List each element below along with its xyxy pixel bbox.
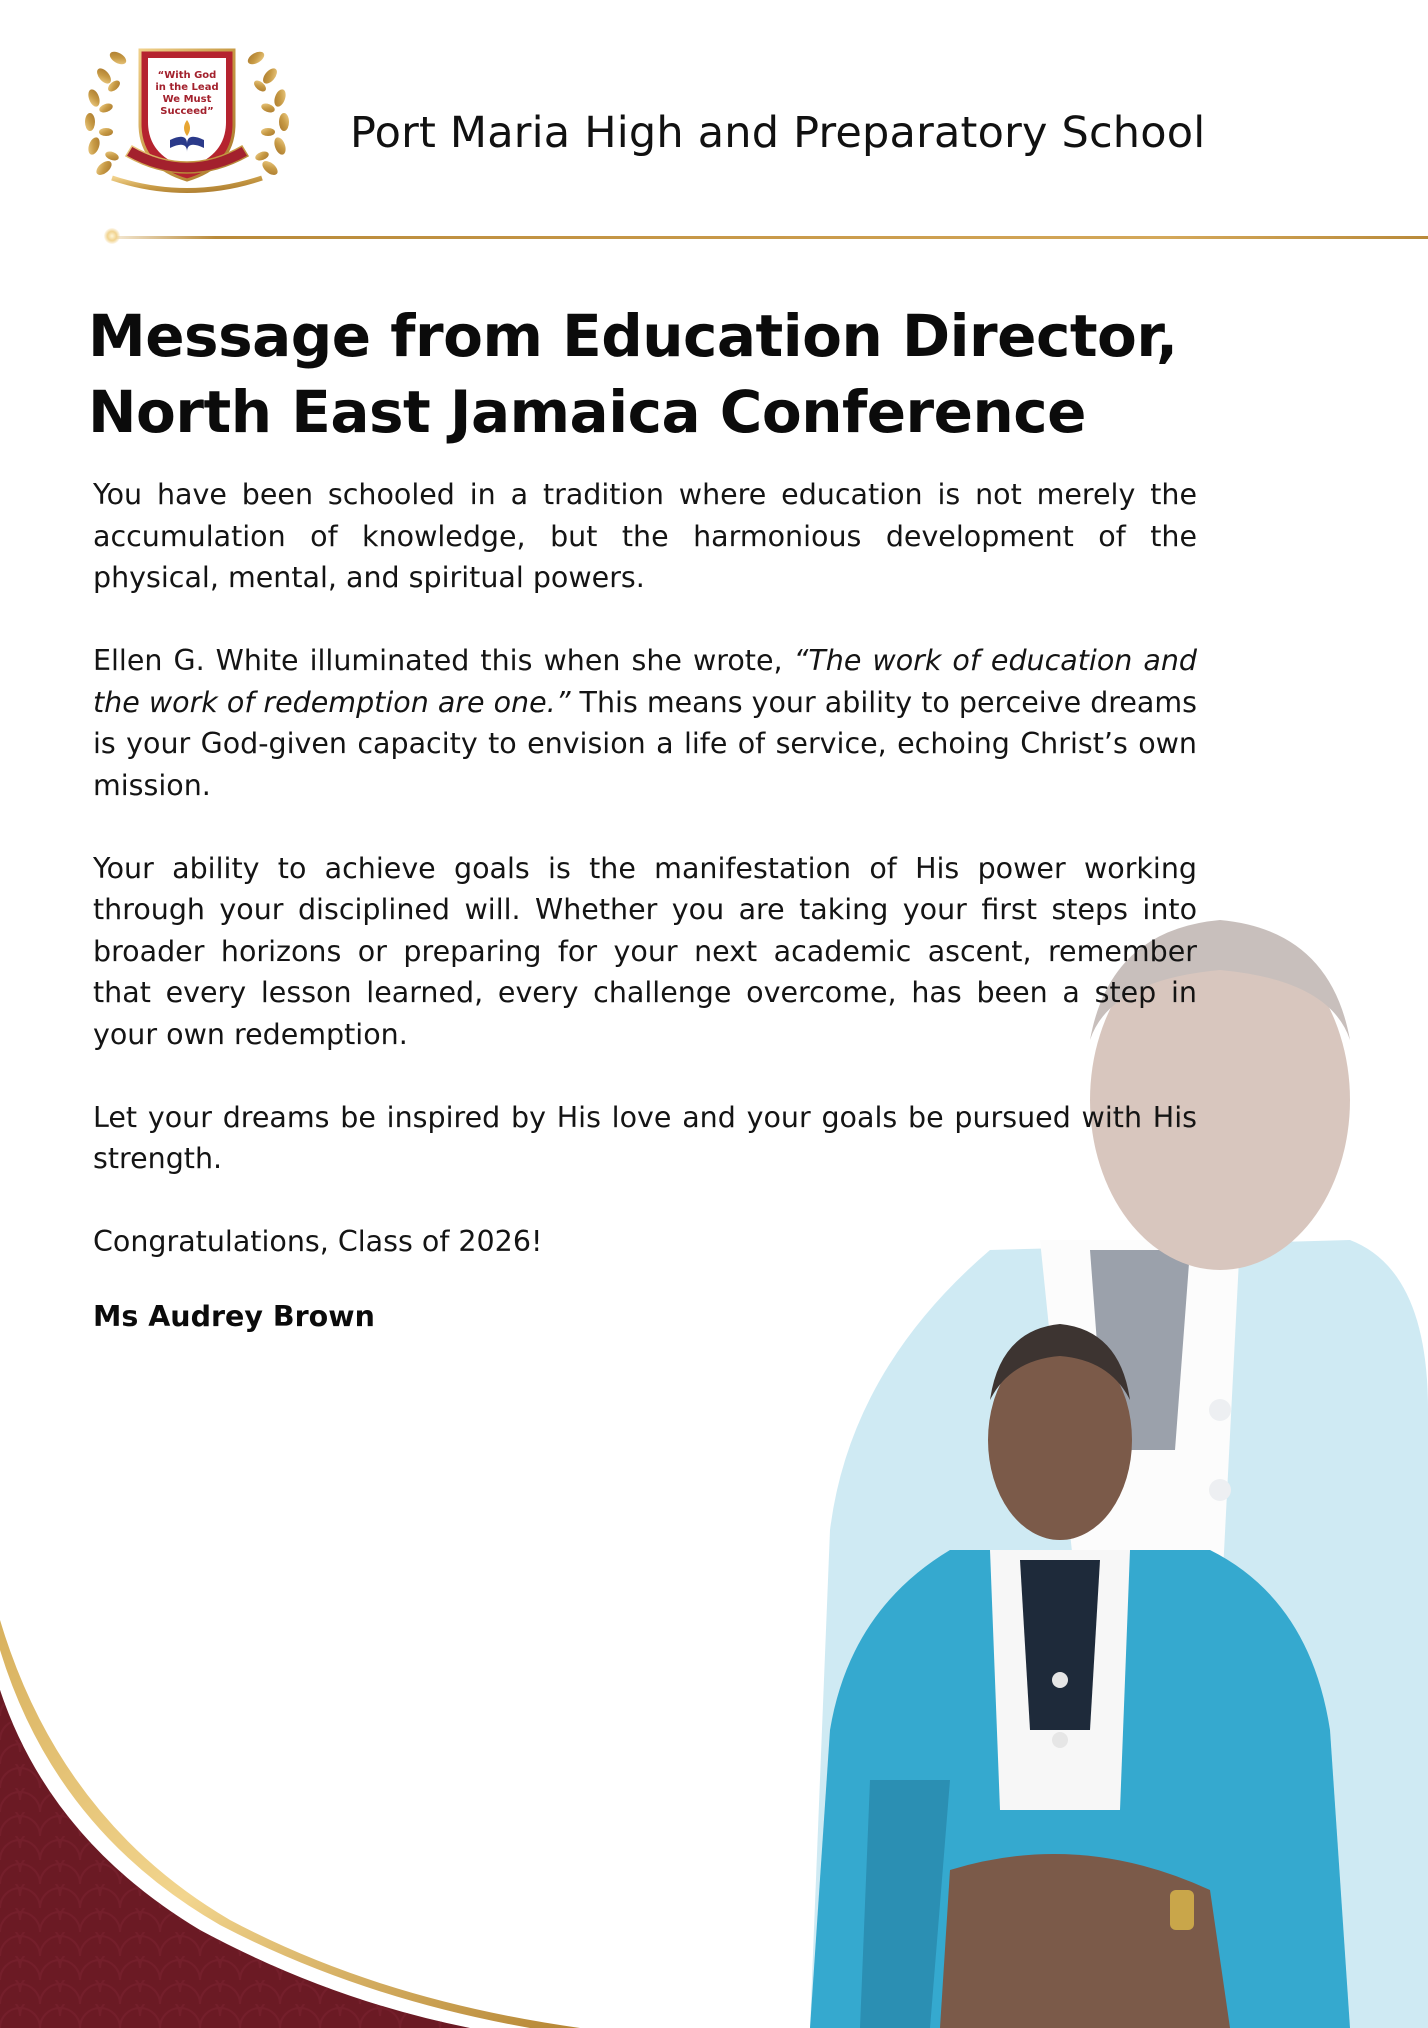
gold-sparkle bbox=[104, 228, 120, 244]
portrait-photo bbox=[790, 1310, 1410, 2028]
paragraph-2-rest: This means your ability to perceive dreams is your God-given capacity to envision a life of service, echoing Christ’s own mission. bbox=[93, 685, 1197, 802]
message-title bbox=[88, 298, 1178, 450]
message-body bbox=[93, 474, 1197, 1304]
school-crest-icon bbox=[82, 28, 292, 200]
gold-divider bbox=[110, 236, 1428, 239]
paragraph-2-intro: Ellen G. White illuminated this when she wrote, bbox=[93, 644, 794, 677]
maroon-gold-wave-icon bbox=[0, 1620, 580, 2028]
ellen-white-quote: “The work of education and the work of redemption are one.” bbox=[93, 644, 1198, 719]
school-name: Port Maria High and Preparatory School bbox=[350, 108, 1206, 158]
crest-motto-line-1: “With God bbox=[157, 70, 217, 81]
paragraph-1: You have been schooled in a tradition where education is not merely the accumulation of knowledge, but the harmonious development of the physical, mental, and spiritual powers. bbox=[93, 478, 1197, 594]
paragraph-3: Your ability to achieve goals is the manifestation of His power working through your disciplined will. Whether you are taking your first steps into broader horizons or preparing for your next academic ascent, remember that every lesson learned, every challenge overcome, has been a step in your own redemption. bbox=[93, 851, 1197, 1051]
paragraph-4: Let your dreams be inspired by His love and your goals be pursued with His strength. bbox=[93, 1100, 1197, 1175]
signature-name: Ms Audrey Brown bbox=[93, 1300, 375, 1333]
closing-line: Congratulations, Class of 2026! bbox=[93, 1225, 543, 1258]
paragraph-2 bbox=[93, 640, 1197, 806]
crest-motto-line-4: Succeed” bbox=[160, 106, 214, 117]
message-title-line-2: North East Jamaica Conference bbox=[88, 378, 1087, 446]
message-title-line-1: Message from Education Director, bbox=[88, 302, 1178, 370]
crest-motto-line-2: in the Lead bbox=[155, 82, 219, 93]
crest-motto-line-3: We Must bbox=[162, 94, 212, 105]
